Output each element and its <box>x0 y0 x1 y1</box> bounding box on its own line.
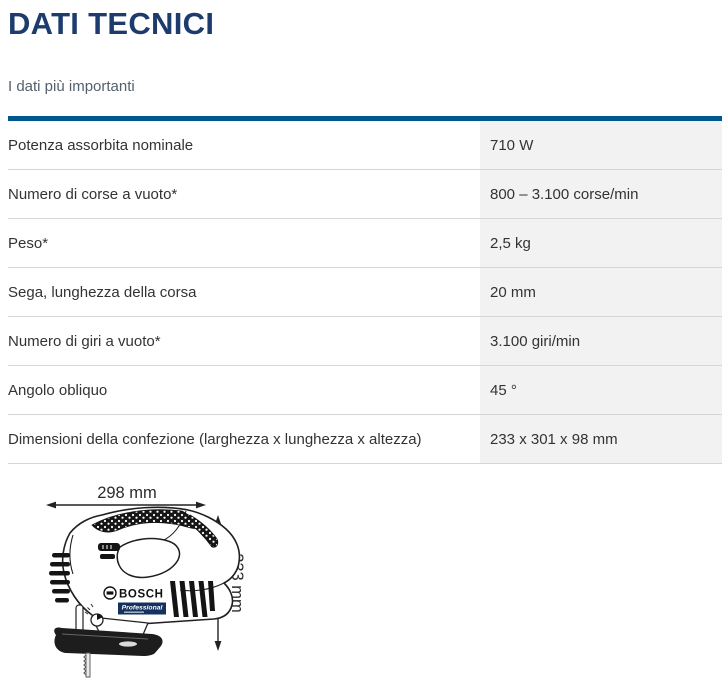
spec-value: 710 W <box>480 121 722 169</box>
spec-label: Peso* <box>8 234 49 252</box>
spec-table <box>8 116 722 464</box>
table-row <box>8 268 722 317</box>
spec-value: 3.100 giri/min <box>480 317 722 365</box>
base-plate <box>54 627 162 656</box>
brand-name: BOSCH <box>119 588 164 601</box>
spec-label: Sega, lunghezza della corsa <box>8 283 197 301</box>
table-row <box>8 366 722 415</box>
table-row <box>8 121 722 170</box>
spec-value: 2,5 kg <box>480 219 722 267</box>
spec-value: 20 mm <box>480 268 722 316</box>
dimension-drawing <box>40 477 280 684</box>
table-row <box>8 219 722 268</box>
badge-label: Professional <box>121 604 163 612</box>
section-subtitle: I dati più importanti <box>8 78 135 95</box>
height-dimension-label: 233 mm <box>228 553 246 613</box>
spec-value: 233 x 301 x 98 mm <box>480 415 722 463</box>
spec-label: Angolo obliquo <box>8 381 108 399</box>
jigsaw-body <box>49 507 239 677</box>
professional-badge <box>118 603 166 615</box>
width-dimension-label: 298 mm <box>97 484 157 502</box>
jigsaw-technical-drawing <box>40 477 280 679</box>
table-row <box>8 170 722 219</box>
spec-value: 45 ° <box>480 366 722 414</box>
page-title: DATI TECNICI <box>8 6 215 41</box>
spec-label: Numero di corse a vuoto* <box>8 185 178 203</box>
saw-blade <box>84 653 90 677</box>
spec-label: Dimensioni della confezione (larghezza x lunghezza x altezza) <box>8 430 422 448</box>
spec-label: Numero di giri a vuoto* <box>8 332 161 350</box>
model-text-placeholder <box>124 611 144 613</box>
table-row <box>8 317 722 366</box>
spec-value: 800 – 3.100 corse/min <box>480 170 722 218</box>
bosch-logo <box>104 587 164 601</box>
table-row <box>8 415 722 464</box>
spec-label: Potenza assorbita nominale <box>8 136 194 154</box>
width-dimension-arrow <box>46 484 206 508</box>
